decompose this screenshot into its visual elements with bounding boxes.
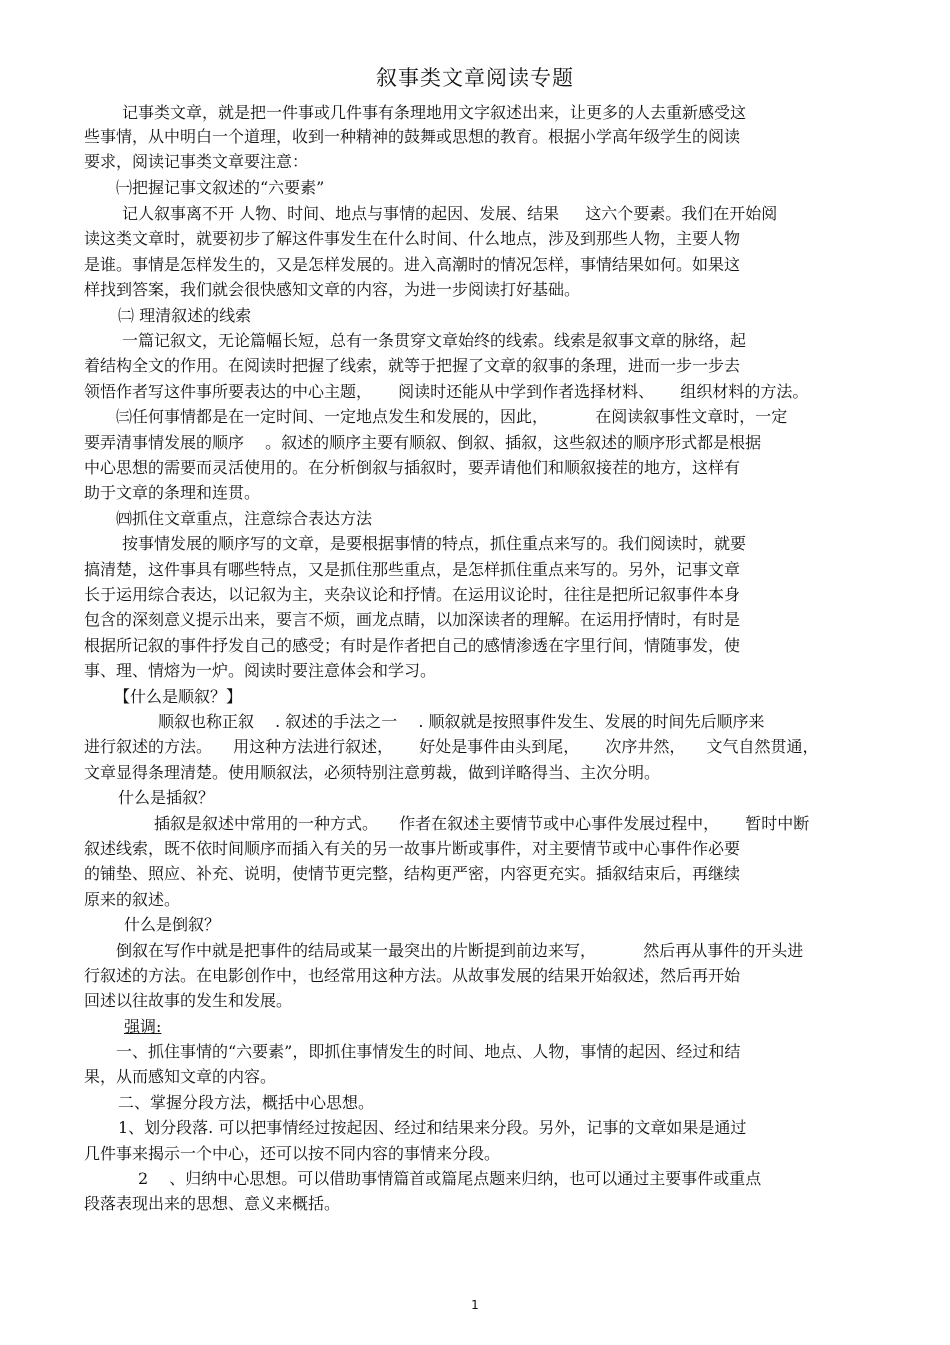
document-title: 叙事类文章阅读专题 xyxy=(376,66,574,90)
section-heading: 什么是插叙？ xyxy=(118,788,215,807)
section-heading: 什么是倒叙？ xyxy=(124,915,221,934)
text-line: 一、抓住事情的“六要素”，即抓住事情发生的时间、地点、人物，事情的起因、经过和结 xyxy=(116,1042,741,1061)
section-heading: ㈢任何事情都是在一定时间、一定地点发生和发展的，因此， 在阅读叙事性文章时，一定 xyxy=(116,407,788,426)
text-line: 段落表现出来的思想、意义来概括。 xyxy=(84,1194,341,1213)
text-line: 事、理、情熔为一炉。阅读时要注意体会和学习。 xyxy=(84,661,437,680)
text-line: 中心思想的需要而灵活使用的。在分析倒叙与插叙时，要弄请他们和顺叙接茬的地方，这样有 xyxy=(84,458,741,477)
text-line: 要求，阅读记事类文章要注意： xyxy=(84,152,309,171)
text-line: 几件事来揭示一个中心，还可以按不同内容的事情来分段。 xyxy=(84,1144,501,1163)
text-line: 1、划分段落. 可以把事情经过按起因、经过和结果来分段。另外，记事的文章如果是通过 xyxy=(118,1118,747,1137)
text-line: 搞清楚，这件事具有哪些特点，又是抓住那些重点，是怎样抓住重点来写的。另外，记事文章 xyxy=(84,560,741,579)
text-line: 领悟作者写这件事所要表达的中心主题， 阅读时还能从中学到作者选择材料、 组织材料的方法。 xyxy=(84,382,809,401)
text-line: 顺叙也称正叙 . 叙述的手法之一 . 顺叙就是按照事件发生、发展的时间先后顺序来 xyxy=(158,712,765,731)
text-line: 是谁。事情是怎样发生的，又是怎样发展的。进入高潮时的情况怎样，事情结果如何。如果这 xyxy=(84,255,741,274)
text-line: 根据所记叙的事件抒发自己的感受；有时是作者把自己的感情渗透在字里行间，情随事发，使 xyxy=(84,636,741,655)
text-line: 一篇记叙文，无论篇幅长短，总有一条贯穿文章始终的线索。线索是叙事文章的脉络，起 xyxy=(122,331,747,350)
page-number: 1 xyxy=(471,1298,479,1312)
text-line: 原来的叙述。 xyxy=(84,890,181,909)
text-line: 按事情发展的顺序写的文章，是要根据事情的特点，抓住重点来写的。我们阅读时，就要 xyxy=(122,534,747,553)
text-line: 回述以往故事的发生和发展。 xyxy=(84,991,293,1010)
text-line: 助于文章的条理和连贯。 xyxy=(84,483,261,502)
section-heading: ㈠把握记事文叙述的“六要素” xyxy=(116,178,325,197)
text-line: 叙述线索，既不依时间顺序而插入有关的另一故事片断或事件，对主要情节或中心事件作必要 xyxy=(84,839,741,858)
text-line: 读这类文章时，就要初步了解这件事发生在什么时间、什么地点，涉及到那些人物，主要人物 xyxy=(84,229,741,248)
section-heading: 【什么是顺叙？】 xyxy=(114,687,243,706)
text-line: 倒叙在写作中就是把事件的结局或某一最突出的片断提到前边来写， 然后再从事件的开头进 xyxy=(116,941,804,960)
text-line: 记人叙事离不开 人物、时间、地点与事情的起因、发展、结果 这六个要素。我们在开始阅 xyxy=(122,204,778,223)
text-line: 进行叙述的方法。 用这种方法进行叙述， 好处是事件由头到尾， 次序井然， 文气自然贯通， xyxy=(84,737,819,756)
emphasis-heading: 强调: xyxy=(124,1017,162,1036)
text-line: 记事类文章，就是把一件事或几件事有条理地用文字叙述出来，让更多的人去重新感受这 xyxy=(122,103,747,122)
text-line: 长于运用综合表达，以记叙为主，夹杂议论和抒情。在运用议论时，往往是把所记叙事件本身 xyxy=(84,585,741,604)
text-line: 要弄清事情发展的顺序 。叙述的顺序主要有顺叙、倒叙、插叙，这些叙述的顺序形式都是根据 xyxy=(84,433,762,452)
text-line: 的铺垫、照应、补充、说明，使情节更完整，结构更严密，内容更充实。插叙结束后，再继续 xyxy=(84,864,741,883)
text-line: 果，从而感知文章的内容。 xyxy=(84,1067,277,1086)
text-line: 样找到答案，我们就会很快感知文章的内容，为进一步阅读打好基础。 xyxy=(84,280,581,299)
text-line: 包含的深刻意义提示出来，要言不烦，画龙点睛，以加深读者的理解。在运用抒情时，有时是 xyxy=(84,610,741,629)
text-line: 插叙是叙述中常用的一种方式。 作者在叙述主要情节或中心事件发展过程中， 暂时中断 xyxy=(154,814,810,833)
text-line: 2 、归纳中心思想。可以借助事情篇首或篇尾点题来归纳，也可以通过主要事件或重点 xyxy=(138,1169,762,1188)
section-heading: ㈡ 理清叙述的线索 xyxy=(118,306,252,325)
text-line: 些事情，从中明白一个道理，收到一种精神的鼓舞或思想的教育。根据小学高年级学生的阅读 xyxy=(84,127,741,146)
text-line: 行叙述的方法。在电影创作中，也经常用这种方法。从故事发展的结果开始叙述，然后再开始 xyxy=(84,966,741,985)
text-line: 着结构全文的作用。在阅读时把握了线索，就等于把握了文章的叙事的条理，进而一步一步去 xyxy=(84,356,741,375)
section-heading: ㈣抓住文章重点，注意综合表达方法 xyxy=(116,509,373,528)
text-line: 文章显得条理清楚。使用顺叙法，必须特别注意剪裁，做到详略得当、主次分明。 xyxy=(84,763,661,782)
text-line: 二、掌握分段方法，概括中心思想。 xyxy=(118,1093,375,1112)
